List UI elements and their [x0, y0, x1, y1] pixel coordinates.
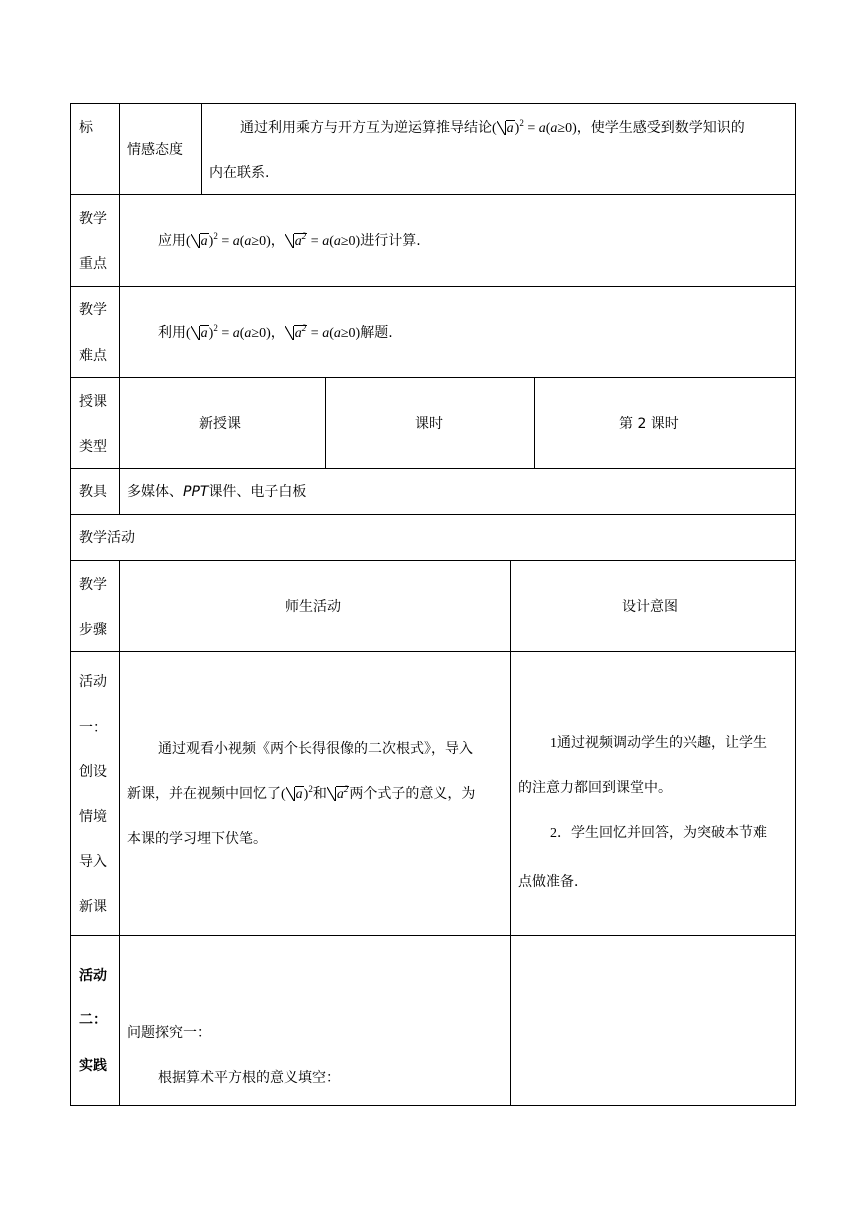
steps-label-2: 步骤 — [79, 622, 107, 638]
activity1-para-line2-post: 两个式子的意义，为 — [349, 786, 476, 802]
difficulty-post: 解题. — [360, 325, 393, 341]
key-point-formula-2: $a^2 = a(a\ge 0)$ — [285, 234, 360, 249]
activity2-question-title: 问题探究一： — [127, 1025, 211, 1041]
key-point-text — [158, 231, 421, 252]
difficulty-text — [158, 323, 393, 344]
key-point-pre: 应用 — [158, 233, 186, 249]
tools-label: 教具 — [79, 484, 107, 500]
row-border — [70, 286, 796, 287]
activity1-intent-num2: 2． — [550, 826, 571, 841]
activity1-intent-text3: 学生回忆并回答，为突破本节难 — [571, 825, 767, 841]
goal-formula: ( a)$^2$ = a(a≥0) — [492, 121, 577, 136]
goal-text-post: ，使学生感受到数学知识的 — [576, 120, 745, 136]
difficulty-formula-1: ( a)$^2$ = a(a≥0) — [186, 326, 271, 341]
activity1-label-6: 新课 — [79, 899, 107, 915]
tools-value-post: 课件、电子白板 — [208, 484, 307, 500]
row-border — [70, 194, 796, 195]
key-point-sep: ， — [270, 233, 285, 249]
goal-text-line1 — [240, 118, 745, 139]
activity1-formula-1: ( a)$^2$ — [281, 787, 313, 802]
goal-sub-label: 情感态度 — [127, 142, 183, 158]
difficulty-label-1: 教学 — [79, 302, 107, 318]
goal-text-pre: 通过利用乘方与开方互为逆运算推导结论 — [240, 120, 492, 136]
lesson-period-label: 课时 — [415, 416, 443, 432]
activity1-para-line2-pre: 新课，并在视频中回忆了 — [127, 786, 281, 802]
tools-value-ppt: PPT — [183, 484, 209, 500]
activity1-intent-line4: 点做准备． — [518, 874, 588, 890]
activity2-question-text: 根据算术平方根的意义填空： — [158, 1070, 340, 1086]
table-right-border — [795, 103, 796, 1106]
key-point-label-2: 重点 — [79, 256, 107, 272]
row-border — [70, 514, 796, 515]
activity1-and: 和 — [312, 786, 327, 802]
lesson-type-value: 新授课 — [199, 416, 241, 432]
activity1-intent-line3 — [550, 823, 767, 844]
steps-label-1: 教学 — [79, 577, 107, 593]
difficulty-pre: 利用 — [158, 325, 186, 341]
activity2-label-3: 实践 — [79, 1058, 107, 1074]
lesson-type-label-2: 类型 — [79, 439, 107, 455]
activity1-label-1: 活动 — [79, 674, 107, 690]
difficulty-sep: ， — [270, 325, 285, 341]
teacher-activity-header: 师生活动 — [285, 599, 341, 615]
label-col-divider — [119, 103, 120, 514]
lesson-period-value: 第 2 课时 — [619, 416, 679, 432]
activity1-intent-text1: 通过视频调动学生的兴趣，让学生 — [557, 735, 767, 751]
row-border — [70, 468, 796, 469]
sub-col-divider — [201, 103, 202, 194]
row-border — [70, 560, 796, 561]
activity1-label-2: 一： — [79, 720, 107, 736]
label-col-divider — [119, 560, 120, 1106]
intent-col-divider — [510, 560, 511, 1106]
activity1-formula-2: $a^2$ — [327, 787, 350, 802]
activity1-label-5: 导入 — [79, 854, 107, 870]
row-border — [70, 935, 796, 936]
activity1-para-line2 — [127, 784, 475, 805]
row-border — [70, 377, 796, 378]
activity1-intent-line1 — [550, 733, 767, 754]
row-border — [70, 651, 796, 652]
table-bottom-border — [70, 1105, 796, 1106]
key-point-label-1: 教学 — [79, 211, 107, 227]
activity1-intent-num1: 1 — [550, 736, 557, 751]
lesson-type-label-1: 授课 — [79, 394, 107, 410]
design-intent-header: 设计意图 — [622, 599, 678, 615]
activity1-para-line1: 通过观看小视频《两个长得很像的二次根式》，导入 — [158, 741, 473, 757]
goal-text-line2: 内在联系. — [209, 165, 270, 181]
tools-value-pre: 多媒体、 — [127, 484, 183, 500]
tools-value — [127, 482, 306, 502]
type-col-divider — [534, 377, 535, 468]
difficulty-formula-2: $a^2 = a(a\ge 0)$ — [285, 326, 360, 341]
activity1-intent-line2: 的注意力都回到课堂中。 — [518, 780, 672, 796]
activity1-label-4: 情境 — [79, 809, 107, 825]
type-col-divider — [325, 377, 326, 468]
activity2-label-1: 活动 — [79, 968, 107, 984]
key-point-formula-1: ( a)$^2$ = a(a≥0) — [186, 234, 271, 249]
table-left-border — [70, 103, 71, 1106]
activity-section-header: 教学活动 — [79, 530, 135, 546]
goal-label: 标 — [79, 120, 93, 136]
table-top-border — [70, 103, 796, 104]
activity1-para-line3: 本课的学习埋下伏笔。 — [127, 831, 267, 847]
activity2-label-2: 二： — [79, 1012, 107, 1028]
key-point-post: 进行计算. — [360, 233, 421, 249]
activity1-label-3: 创设 — [79, 764, 107, 780]
difficulty-label-2: 难点 — [79, 348, 107, 364]
